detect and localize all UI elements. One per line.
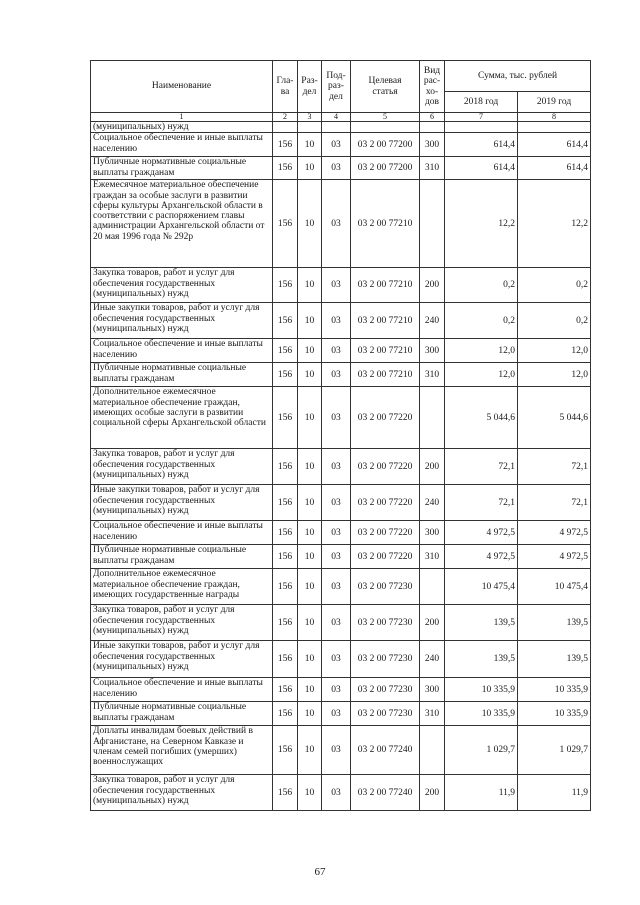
chapter-cell: 156	[273, 303, 298, 339]
amount-2019-cell: 72,1	[518, 449, 591, 485]
amount-2018-cell: 614,4	[445, 133, 518, 157]
target-article-cell: 03 2 00 77230	[351, 569, 420, 605]
table-row	[91, 678, 591, 702]
table-row	[91, 641, 591, 678]
row-name-cell: Социальное обеспечение и иные выплаты населению	[91, 521, 273, 545]
expense-type-cell: 300	[420, 521, 445, 545]
table-row	[91, 122, 591, 133]
section-cell: 10	[298, 521, 322, 545]
expense-type-cell: 200	[420, 449, 445, 485]
target-article-cell: 03 2 00 77210	[351, 268, 420, 303]
amount-2019-cell: 10 335,9	[518, 702, 591, 726]
table-row	[91, 157, 591, 180]
amount-2019-cell: 0,2	[518, 303, 591, 339]
row-name-cell: Ежемесячное материальное обеспечение граждан за особые заслуги в развитии сферы культуры Архангельской области в соответствии с распоряжением главы администрации Архангельской области от 20 мая 1996 года № 292р	[91, 180, 273, 268]
table-row	[91, 449, 591, 485]
subsection-cell: 03	[322, 521, 351, 545]
amount-2019-cell: 614,4	[518, 157, 591, 180]
target-article-cell: 03 2 00 77200	[351, 157, 420, 180]
header-year-2019: 2019 год	[518, 92, 591, 113]
column-number: 7	[445, 113, 518, 122]
table-row	[91, 775, 591, 811]
section-cell: 10	[298, 726, 322, 775]
table-row	[91, 387, 591, 449]
chapter-cell: 156	[273, 485, 298, 521]
header-chapter: Гла- ва	[273, 61, 298, 113]
amount-2019-cell: 12,2	[518, 180, 591, 268]
expense-type-cell: 300	[420, 133, 445, 157]
row-name-cell: Доплаты инвалидам боевых действий в Афганистане, на Северном Кавказе и членам семей погибших (умерших) военнослужащих	[91, 726, 273, 775]
chapter-cell: 156	[273, 702, 298, 726]
target-article-cell: 03 2 00 77210	[351, 180, 420, 268]
expense-type-cell: 300	[420, 339, 445, 363]
amount-2018-cell: 72,1	[445, 449, 518, 485]
column-number: 1	[91, 113, 273, 122]
chapter-cell: 156	[273, 775, 298, 811]
target-article-cell: 03 2 00 77210	[351, 339, 420, 363]
subsection-cell: 03	[322, 133, 351, 157]
amount-2019-cell: 0,2	[518, 268, 591, 303]
subsection-cell: 03	[322, 569, 351, 605]
table-row	[91, 133, 591, 157]
column-number: 6	[420, 113, 445, 122]
subsection-cell: 03	[322, 641, 351, 678]
column-number: 3	[298, 113, 322, 122]
section-cell: 10	[298, 485, 322, 521]
amount-2019-cell: 139,5	[518, 641, 591, 678]
amount-2019-cell: 72,1	[518, 485, 591, 521]
table-header	[91, 61, 591, 122]
chapter-cell: 156	[273, 339, 298, 363]
header-section: Раз- дел	[298, 61, 322, 113]
row-name-cell: Дополнительное ежемесячное материальное обеспечение граждан, имеющих государственные награды	[91, 569, 273, 605]
subsection-cell: 03	[322, 157, 351, 180]
section-cell: 10	[298, 605, 322, 641]
chapter-cell: 156	[273, 605, 298, 641]
amount-2018-cell: 139,5	[445, 641, 518, 678]
amount-2018-cell: 12,0	[445, 363, 518, 387]
header-target-article: Целевая статья	[351, 61, 420, 113]
header-subsection: Под- раз- дел	[322, 61, 351, 113]
chapter-cell: 156	[273, 678, 298, 702]
amount-2018-cell: 139,5	[445, 605, 518, 641]
header-sum-group: Сумма, тыс. рублей	[445, 61, 591, 92]
target-article-cell: 03 2 00 77210	[351, 303, 420, 339]
table-row	[91, 702, 591, 726]
subsection-cell: 03	[322, 303, 351, 339]
section-cell: 10	[298, 569, 322, 605]
row-name-cell: Иные закупки товаров, работ и услуг для обеспечения государственных (муниципальных) нужд	[91, 641, 273, 678]
amount-2018-cell: 10 335,9	[445, 702, 518, 726]
target-article-cell: 03 2 00 77230	[351, 605, 420, 641]
subsection-cell: 03	[322, 339, 351, 363]
amount-2019-cell: 4 972,5	[518, 545, 591, 569]
expense-type-cell	[420, 569, 445, 605]
chapter-cell: 156	[273, 726, 298, 775]
chapter-cell: 156	[273, 449, 298, 485]
amount-2019-cell: 5 044,6	[518, 387, 591, 449]
subsection-cell: 03	[322, 702, 351, 726]
amount-2018-cell: 11,9	[445, 775, 518, 811]
amount-2018-cell: 0,2	[445, 303, 518, 339]
subsection-cell: 03	[322, 449, 351, 485]
section-cell: 10	[298, 339, 322, 363]
amount-2018-cell: 4 972,5	[445, 545, 518, 569]
subsection-cell: 03	[322, 363, 351, 387]
row-name-cell: Социальное обеспечение и иные выплаты населению	[91, 678, 273, 702]
target-article-cell: 03 2 00 77210	[351, 363, 420, 387]
chapter-cell: 156	[273, 569, 298, 605]
row-name-cell: Публичные нормативные социальные выплаты гражданам	[91, 157, 273, 180]
amount-2019-cell	[518, 122, 591, 133]
section-cell: 10	[298, 678, 322, 702]
section-cell: 10	[298, 449, 322, 485]
amount-2019-cell: 139,5	[518, 605, 591, 641]
amount-2019-cell: 12,0	[518, 363, 591, 387]
amount-2018-cell: 0,2	[445, 268, 518, 303]
target-article-cell: 03 2 00 77220	[351, 449, 420, 485]
expense-type-cell: 310	[420, 702, 445, 726]
expense-type-cell	[420, 387, 445, 449]
section-cell: 10	[298, 702, 322, 726]
table-row	[91, 545, 591, 569]
table-row	[91, 726, 591, 775]
table-row	[91, 521, 591, 545]
target-article-cell: 03 2 00 77220	[351, 485, 420, 521]
row-name-cell: Закупка товаров, работ и услуг для обеспечения государственных (муниципальных) нужд	[91, 775, 273, 811]
section-cell	[298, 122, 322, 133]
table-row	[91, 605, 591, 641]
target-article-cell: 03 2 00 77230	[351, 702, 420, 726]
amount-2018-cell: 72,1	[445, 485, 518, 521]
table-body	[91, 122, 591, 811]
table-row	[91, 339, 591, 363]
target-article-cell: 03 2 00 77220	[351, 545, 420, 569]
subsection-cell	[322, 122, 351, 133]
target-article-cell: 03 2 00 77240	[351, 775, 420, 811]
subsection-cell: 03	[322, 268, 351, 303]
table-row	[91, 363, 591, 387]
section-cell: 10	[298, 641, 322, 678]
column-number: 5	[351, 113, 420, 122]
subsection-cell: 03	[322, 678, 351, 702]
target-article-cell: 03 2 00 77240	[351, 726, 420, 775]
subsection-cell: 03	[322, 726, 351, 775]
expense-type-cell: 310	[420, 363, 445, 387]
chapter-cell: 156	[273, 363, 298, 387]
chapter-cell: 156	[273, 387, 298, 449]
header-year-2018: 2018 год	[445, 92, 518, 113]
table-row	[91, 485, 591, 521]
row-name-cell: Закупка товаров, работ и услуг для обеспечения государственных (муниципальных) нужд	[91, 449, 273, 485]
expense-type-cell	[420, 122, 445, 133]
expense-type-cell: 200	[420, 775, 445, 811]
section-cell: 10	[298, 268, 322, 303]
row-name-cell: Иные закупки товаров, работ и услуг для обеспечения государственных (муниципальных) нужд	[91, 303, 273, 339]
expense-type-cell	[420, 180, 445, 268]
target-article-cell: 03 2 00 77230	[351, 641, 420, 678]
amount-2019-cell: 12,0	[518, 339, 591, 363]
amount-2018-cell: 5 044,6	[445, 387, 518, 449]
chapter-cell: 156	[273, 157, 298, 180]
row-name-cell: Социальное обеспечение и иные выплаты населению	[91, 133, 273, 157]
target-article-cell: 03 2 00 77220	[351, 387, 420, 449]
subsection-cell: 03	[322, 180, 351, 268]
amount-2019-cell: 614,4	[518, 133, 591, 157]
expense-type-cell: 240	[420, 485, 445, 521]
row-name-cell: (муниципальных) нужд	[91, 122, 273, 133]
row-name-cell: Закупка товаров, работ и услуг для обеспечения государственных (муниципальных) нужд	[91, 605, 273, 641]
expense-type-cell	[420, 726, 445, 775]
expense-type-cell: 240	[420, 641, 445, 678]
table-row	[91, 180, 591, 268]
row-name-cell: Иные закупки товаров, работ и услуг для обеспечения государственных (муниципальных) нужд	[91, 485, 273, 521]
section-cell: 10	[298, 363, 322, 387]
expense-type-cell: 200	[420, 268, 445, 303]
amount-2019-cell: 10 335,9	[518, 678, 591, 702]
row-name-cell: Социальное обеспечение и иные выплаты населению	[91, 339, 273, 363]
subsection-cell: 03	[322, 387, 351, 449]
chapter-cell: 156	[273, 180, 298, 268]
amount-2019-cell: 10 475,4	[518, 569, 591, 605]
amount-2019-cell: 4 972,5	[518, 521, 591, 545]
expense-type-cell: 240	[420, 303, 445, 339]
expense-type-cell: 200	[420, 605, 445, 641]
budget-table	[90, 60, 591, 811]
expense-type-cell: 310	[420, 157, 445, 180]
chapter-cell	[273, 122, 298, 133]
amount-2018-cell: 4 972,5	[445, 521, 518, 545]
expense-type-cell: 310	[420, 545, 445, 569]
target-article-cell: 03 2 00 77200	[351, 133, 420, 157]
section-cell: 10	[298, 387, 322, 449]
page-number: 67	[314, 866, 326, 878]
amount-2018-cell: 12,2	[445, 180, 518, 268]
chapter-cell: 156	[273, 545, 298, 569]
section-cell: 10	[298, 180, 322, 268]
row-name-cell: Публичные нормативные социальные выплаты гражданам	[91, 702, 273, 726]
section-cell: 10	[298, 775, 322, 811]
subsection-cell: 03	[322, 545, 351, 569]
row-name-cell: Дополнительное ежемесячное материальное обеспечение граждан, имеющих особые заслуги в развитии социальной сферы Архангельской области	[91, 387, 273, 449]
target-article-cell: 03 2 00 77230	[351, 678, 420, 702]
column-number-row	[91, 113, 591, 122]
subsection-cell: 03	[322, 605, 351, 641]
table-row	[91, 268, 591, 303]
section-cell: 10	[298, 303, 322, 339]
header-name: Наименование	[91, 61, 273, 113]
amount-2019-cell: 11,9	[518, 775, 591, 811]
table-row	[91, 303, 591, 339]
amount-2018-cell	[445, 122, 518, 133]
amount-2018-cell: 1 029,7	[445, 726, 518, 775]
column-number: 2	[273, 113, 298, 122]
row-name-cell: Закупка товаров, работ и услуг для обеспечения государственных (муниципальных) нужд	[91, 268, 273, 303]
column-number: 4	[322, 113, 351, 122]
row-name-cell: Публичные нормативные социальные выплаты гражданам	[91, 545, 273, 569]
chapter-cell: 156	[273, 521, 298, 545]
column-number: 8	[518, 113, 591, 122]
target-article-cell	[351, 122, 420, 133]
amount-2018-cell: 614,4	[445, 157, 518, 180]
amount-2018-cell: 12,0	[445, 339, 518, 363]
section-cell: 10	[298, 545, 322, 569]
subsection-cell: 03	[322, 775, 351, 811]
amount-2018-cell: 10 475,4	[445, 569, 518, 605]
amount-2018-cell: 10 335,9	[445, 678, 518, 702]
subsection-cell: 03	[322, 485, 351, 521]
chapter-cell: 156	[273, 133, 298, 157]
chapter-cell: 156	[273, 641, 298, 678]
section-cell: 10	[298, 157, 322, 180]
target-article-cell: 03 2 00 77220	[351, 521, 420, 545]
expense-type-cell: 300	[420, 678, 445, 702]
chapter-cell: 156	[273, 268, 298, 303]
row-name-cell: Публичные нормативные социальные выплаты гражданам	[91, 363, 273, 387]
section-cell: 10	[298, 133, 322, 157]
table-row	[91, 569, 591, 605]
amount-2019-cell: 1 029,7	[518, 726, 591, 775]
header-expense-type: Вид рас- хо- дов	[420, 61, 445, 113]
